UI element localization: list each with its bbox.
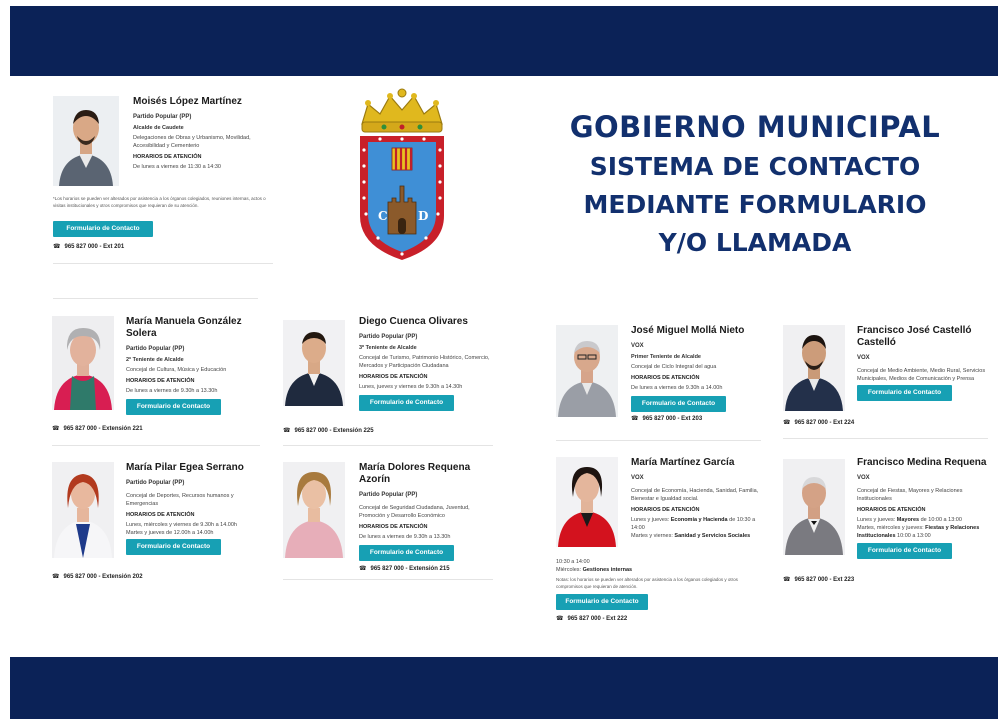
member-name: Moisés López Martínez xyxy=(133,96,242,107)
subtitle-line: SISTEMA DE CONTACTO xyxy=(589,152,921,181)
hours-days: Lunes y jueves: xyxy=(631,517,670,523)
member-card-lopez xyxy=(53,96,283,256)
member-card-medina xyxy=(783,457,993,587)
member-delegations: Concejal de Deportes, Recursos humanos y Emergencias xyxy=(126,493,234,507)
hours-label: HORARIOS DE ATENCIÓN xyxy=(126,512,195,518)
hours-days: Martes, miércoles y jueves: xyxy=(857,525,924,531)
hours-time: de 10:30 a 14:00 xyxy=(631,517,756,531)
contact-form-button[interactable]: Formulario de Contacto xyxy=(359,545,454,561)
contact-form-button[interactable]: Formulario de Contacto xyxy=(126,399,221,415)
phone-number[interactable] xyxy=(783,576,854,583)
hours-text: De lunes a viernes de 11:30 a 14:30 xyxy=(133,164,221,170)
member-party: Partido Popular (PP) xyxy=(133,114,192,120)
hours-text xyxy=(631,532,765,540)
bottom-banner xyxy=(10,657,998,719)
hours-text: Lunes, miércoles y viernes de 9.30h a 14.00h xyxy=(126,522,237,528)
member-delegations: Concejal de Medio Ambiente, Medio Rural, Servicios Municipales, Medios de Comunicación y Prensa xyxy=(857,368,986,382)
contact-form-button[interactable]: Formulario de Contacto xyxy=(857,385,952,401)
phone-icon: ☎ xyxy=(53,244,61,250)
hours-topic: Economía y Hacienda xyxy=(670,517,728,523)
phone-text: 965 827 000 - Ext 224 xyxy=(794,420,855,426)
phone-text: 965 827 000 - Extensión 221 xyxy=(63,426,143,432)
hours-days: Martes y viernes: xyxy=(631,533,673,539)
member-party: VOX xyxy=(631,475,644,481)
member-role: 2ª Teniente de Alcalde xyxy=(126,357,184,363)
avatar xyxy=(783,459,845,555)
phone-text: 965 827 000 - Ext 201 xyxy=(64,244,125,250)
avatar xyxy=(283,462,345,558)
avatar xyxy=(52,316,114,410)
member-delegations: Delegaciones de Obras y Urbanismo, Movilidad, Accesibilidad y Cementerio xyxy=(133,135,251,149)
member-card-egea xyxy=(52,462,262,584)
member-card-molla xyxy=(556,325,766,435)
avatar xyxy=(283,320,345,406)
phone-text: 965 827 000 - Extensión 202 xyxy=(63,574,143,580)
hours-label: HORARIOS DE ATENCIÓN xyxy=(857,507,926,513)
hours-text: Martes y jueves de 12.00h a 14.00h xyxy=(126,530,214,536)
member-delegations: Concejal de Turismo, Patrimonio Histórico, Comercio, Mercados y Participación Ciudadana xyxy=(359,355,490,369)
phone-icon: ☎ xyxy=(783,420,791,426)
avatar xyxy=(556,325,618,417)
phone-number[interactable] xyxy=(556,615,761,622)
member-name: María Dolores Requena Azorín xyxy=(359,462,471,485)
hours-days: Miércoles: xyxy=(556,567,582,573)
avatar xyxy=(556,457,618,547)
member-name: María Martínez García xyxy=(631,457,735,468)
hours-label: HORARIOS DE ATENCIÓN xyxy=(359,524,428,530)
hours-label: HORARIOS DE ATENCIÓN xyxy=(133,154,202,160)
phone-icon: ☎ xyxy=(556,616,564,622)
hours-text xyxy=(857,524,991,540)
member-name: María Pilar Egea Serrano xyxy=(126,462,244,473)
hours-label: HORARIOS DE ATENCIÓN xyxy=(631,375,700,381)
phone-number[interactable] xyxy=(52,425,143,432)
phone-number[interactable] xyxy=(53,243,124,250)
contact-form-button[interactable]: Formulario de Contacto xyxy=(556,594,648,610)
member-party: VOX xyxy=(857,475,870,481)
hours-label: HORARIOS DE ATENCIÓN xyxy=(126,378,195,384)
divider xyxy=(283,579,493,580)
hours-time: de 10:00 a 13:00 xyxy=(920,517,962,523)
member-name: María Manuela González Solera xyxy=(126,316,242,339)
hours-text: De lunes a viernes de 9.30h a 14.00h xyxy=(631,385,723,391)
phone-icon: ☎ xyxy=(52,574,60,580)
member-party: VOX xyxy=(631,343,644,349)
hours-text: De lunes a viernes de 9.30h a 13.30h xyxy=(359,534,451,540)
divider xyxy=(283,445,493,446)
hours-topic: Sanidad y Servicios Sociales xyxy=(674,533,751,539)
contact-form-button[interactable]: Formulario de Contacto xyxy=(359,395,454,411)
hours-text xyxy=(631,516,765,532)
schedule-note: Notas: los horarios se pueden ver alterados por asistencia a los órganos colegiados y otros compromisos que requieran de atención. xyxy=(556,577,738,589)
hours-days: Lunes y jueves: xyxy=(857,517,896,523)
contact-form-button[interactable]: Formulario de Contacto xyxy=(631,396,726,412)
member-card-castello xyxy=(783,325,993,435)
phone-text: 965 827 000 - Ext 203 xyxy=(642,416,703,422)
member-party: Partido Popular (PP) xyxy=(359,334,418,340)
contact-form-button[interactable]: Formulario de Contacto xyxy=(53,221,153,237)
crest-letter-c: C xyxy=(378,209,388,223)
subtitle-line: MEDIANTE FORMULARIO xyxy=(583,190,927,219)
member-card-requena-azorin xyxy=(283,462,498,584)
subtitle-line: Y/O LLAMADA xyxy=(658,228,852,257)
member-party: Partido Popular (PP) xyxy=(126,346,185,352)
phone-number[interactable] xyxy=(783,419,854,426)
hours-time: 10:30 a 14:00 xyxy=(556,559,590,565)
member-name: Francisco Medina Requena xyxy=(857,457,987,468)
schedule-note: *Los horarios se pueden ver alterados por asistencia a los órganos colegiados, reuniones internas, actos o visitas institucionales y otros compromisos que requieran de su atención. xyxy=(53,196,266,208)
member-role: Alcalde de Caudete xyxy=(133,125,184,131)
phone-text: 965 827 000 - Extensión 225 xyxy=(294,428,374,434)
contact-form-button[interactable]: Formulario de Contacto xyxy=(126,539,221,555)
hours-topic: Fiestas y Relaciones Institucionales xyxy=(857,525,980,539)
phone-number[interactable] xyxy=(283,427,374,434)
phone-icon: ☎ xyxy=(631,416,639,422)
top-banner xyxy=(10,6,998,76)
divider xyxy=(556,440,761,441)
divider xyxy=(52,445,260,446)
divider xyxy=(53,263,273,264)
hours-text: De lunes a viernes de 9.30h a 13.30h xyxy=(126,388,218,394)
phone-icon: ☎ xyxy=(283,428,291,434)
member-name: José Miguel Mollá Nieto xyxy=(631,325,745,336)
member-card-gonzalez xyxy=(52,316,262,436)
phone-icon: ☎ xyxy=(359,566,367,572)
member-delegations: Concejal de Economía, Hacienda, Sanidad, Familia, Bienestar e Igualdad social. xyxy=(631,488,759,502)
member-delegations: Concejal de Cultura, Música y Educación xyxy=(126,367,227,373)
phone-text: 965 827 000 - Ext 223 xyxy=(794,577,855,583)
page-title xyxy=(540,106,970,262)
member-party: VOX xyxy=(857,355,870,361)
phone-number[interactable] xyxy=(52,573,143,580)
member-name: Diego Cuenca Olivares xyxy=(359,316,468,327)
member-delegations: Concejal de Ciclo Integral del agua xyxy=(631,364,717,370)
divider xyxy=(783,438,988,439)
crest-letter-d: D xyxy=(418,209,429,223)
hours-topic: Mayores xyxy=(896,517,920,523)
phone-text: 965 827 000 - Extensión 215 xyxy=(370,566,450,572)
member-party: Partido Popular (PP) xyxy=(126,480,185,486)
hours-time: 10:00 a 13:00 xyxy=(897,533,931,539)
avatar xyxy=(53,96,119,186)
divider xyxy=(53,298,258,299)
member-delegations: Concejal de Seguridad Ciudadana, Juventud, Promoción y Desarrollo Económico xyxy=(359,505,470,519)
member-role: Primer Teniente de Alcalde xyxy=(631,354,701,360)
phone-icon: ☎ xyxy=(783,577,791,583)
coat-of-arms-logo xyxy=(354,86,450,262)
member-party: Partido Popular (PP) xyxy=(359,492,418,498)
avatar xyxy=(52,462,114,558)
contact-form-button[interactable]: Formulario de Contacto xyxy=(857,543,952,559)
member-name: Francisco José Castelló Castelló xyxy=(857,325,972,348)
member-card-cuenca xyxy=(283,316,498,436)
title-line: GOBIERNO MUNICIPAL xyxy=(569,110,941,144)
member-role: 3º Teniente de Alcalde xyxy=(359,345,417,351)
phone-number[interactable] xyxy=(631,415,763,422)
phone-icon: ☎ xyxy=(52,426,60,432)
hours-text xyxy=(556,566,761,574)
hours-label: HORARIOS DE ATENCIÓN xyxy=(359,374,428,380)
phone-number[interactable] xyxy=(359,565,495,572)
member-delegations: Concejal de Fiestas, Mayores y Relaciones Institucionales xyxy=(857,488,963,502)
hours-text xyxy=(857,516,991,524)
hours-topic: Gestiones internas xyxy=(582,567,633,573)
avatar xyxy=(783,325,845,411)
hours-label: HORARIOS DE ATENCIÓN xyxy=(631,507,700,513)
phone-text: 965 827 000 - Ext 222 xyxy=(567,616,628,622)
hours-text: Lunes, jueves y viernes de 9.30h a 14.30h xyxy=(359,384,463,390)
member-card-martinez xyxy=(556,457,766,632)
